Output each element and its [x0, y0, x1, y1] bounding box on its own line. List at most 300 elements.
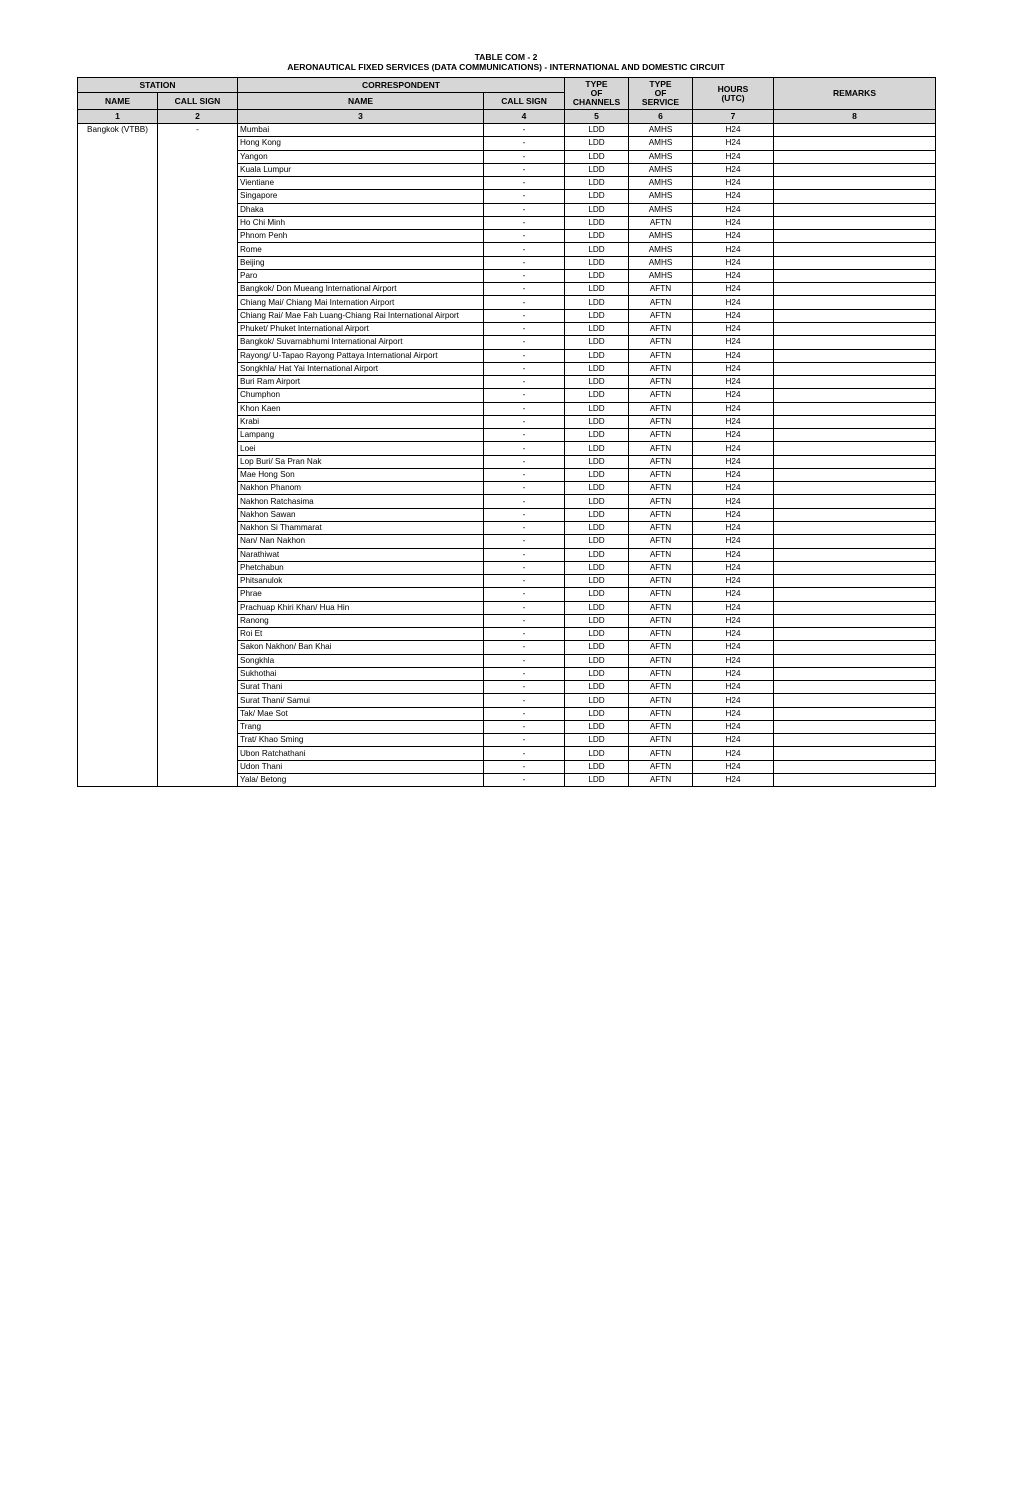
- correspondent-name: Sakon Nakhon/ Ban Khai: [238, 641, 484, 654]
- correspondent-name: Chumphon: [238, 389, 484, 402]
- correspondent-name: Dhaka: [238, 203, 484, 216]
- column-number: 6: [629, 110, 693, 124]
- correspondent-call-sign: -: [484, 535, 565, 548]
- remarks: [774, 415, 936, 428]
- header-correspondent-call-sign: CALL SIGN: [484, 93, 565, 110]
- correspondent-name: Chiang Mai/ Chiang Mai Internation Airport: [238, 296, 484, 309]
- correspondent-call-sign: -: [484, 628, 565, 641]
- type-of-channels: LDD: [565, 694, 629, 707]
- correspondent-call-sign: -: [484, 177, 565, 190]
- correspondent-call-sign: -: [484, 508, 565, 521]
- correspondent-name: Ranong: [238, 614, 484, 627]
- remarks: [774, 654, 936, 667]
- remarks: [774, 230, 936, 243]
- correspondent-name: Singapore: [238, 190, 484, 203]
- correspondent-name: Bangkok/ Don Mueang International Airport: [238, 283, 484, 296]
- column-number: 7: [693, 110, 774, 124]
- remarks: [774, 376, 936, 389]
- remarks: [774, 296, 936, 309]
- hours-utc: H24: [693, 376, 774, 389]
- remarks: [774, 243, 936, 256]
- remarks: [774, 774, 936, 787]
- correspondent-call-sign: -: [484, 760, 565, 773]
- column-number: 4: [484, 110, 565, 124]
- hours-utc: H24: [693, 322, 774, 335]
- correspondent-call-sign: -: [484, 601, 565, 614]
- type-of-service: AMHS: [629, 177, 693, 190]
- correspondent-call-sign: -: [484, 681, 565, 694]
- correspondent-name: Ho Chi Minh: [238, 216, 484, 229]
- hours-utc: H24: [693, 667, 774, 680]
- correspondent-name: Nakhon Ratchasima: [238, 495, 484, 508]
- type-of-channels: LDD: [565, 575, 629, 588]
- type-of-service: AFTN: [629, 376, 693, 389]
- hours-utc: H24: [693, 243, 774, 256]
- hours-utc: H24: [693, 163, 774, 176]
- type-of-channels: LDD: [565, 455, 629, 468]
- remarks: [774, 601, 936, 614]
- correspondent-name: Khon Kaen: [238, 402, 484, 415]
- station-name: Bangkok (VTBB): [78, 124, 158, 787]
- correspondent-name: Sukhothai: [238, 667, 484, 680]
- correspondent-name: Lampang: [238, 429, 484, 442]
- correspondent-call-sign: -: [484, 548, 565, 561]
- header-remarks: REMARKS: [774, 78, 936, 110]
- type-of-channels: LDD: [565, 150, 629, 163]
- remarks: [774, 309, 936, 322]
- type-of-service: AFTN: [629, 614, 693, 627]
- hours-utc: H24: [693, 468, 774, 481]
- hours-utc: H24: [693, 734, 774, 747]
- hours-utc: H24: [693, 774, 774, 787]
- correspondent-name: Roi Et: [238, 628, 484, 641]
- correspondent-call-sign: -: [484, 349, 565, 362]
- type-of-channels: LDD: [565, 521, 629, 534]
- remarks: [774, 747, 936, 760]
- type-of-service: AMHS: [629, 230, 693, 243]
- correspondent-call-sign: -: [484, 216, 565, 229]
- correspondent-name: Vientiane: [238, 177, 484, 190]
- correspondent-call-sign: -: [484, 707, 565, 720]
- type-of-service: AFTN: [629, 654, 693, 667]
- table-number: TABLE COM - 2: [474, 52, 538, 62]
- type-of-channels: LDD: [565, 256, 629, 269]
- remarks: [774, 322, 936, 335]
- hours-utc: H24: [693, 309, 774, 322]
- hours-utc: H24: [693, 495, 774, 508]
- correspondent-call-sign: -: [484, 402, 565, 415]
- type-of-channels: LDD: [565, 163, 629, 176]
- hours-utc: H24: [693, 641, 774, 654]
- correspondent-call-sign: -: [484, 561, 565, 574]
- type-of-service: AFTN: [629, 561, 693, 574]
- type-of-service: AFTN: [629, 747, 693, 760]
- hours-utc: H24: [693, 614, 774, 627]
- remarks: [774, 482, 936, 495]
- type-of-channels: LDD: [565, 216, 629, 229]
- correspondent-call-sign: -: [484, 720, 565, 733]
- type-of-service: AFTN: [629, 495, 693, 508]
- remarks: [774, 734, 936, 747]
- correspondent-call-sign: -: [484, 283, 565, 296]
- hours-utc: H24: [693, 654, 774, 667]
- type-of-service: AFTN: [629, 402, 693, 415]
- correspondent-name: Songkhla: [238, 654, 484, 667]
- type-of-channels: LDD: [565, 628, 629, 641]
- type-of-service: AFTN: [629, 628, 693, 641]
- remarks: [774, 628, 936, 641]
- hours-utc: H24: [693, 561, 774, 574]
- type-of-channels: LDD: [565, 269, 629, 282]
- hours-utc: H24: [693, 482, 774, 495]
- type-of-channels: LDD: [565, 495, 629, 508]
- remarks: [774, 190, 936, 203]
- type-of-channels: LDD: [565, 707, 629, 720]
- correspondent-call-sign: -: [484, 296, 565, 309]
- correspondent-call-sign: -: [484, 137, 565, 150]
- type-of-channels: LDD: [565, 468, 629, 481]
- hours-utc: H24: [693, 389, 774, 402]
- remarks: [774, 442, 936, 455]
- type-of-service: AMHS: [629, 203, 693, 216]
- type-of-channels: LDD: [565, 243, 629, 256]
- remarks: [774, 561, 936, 574]
- type-of-channels: LDD: [565, 720, 629, 733]
- remarks: [774, 150, 936, 163]
- correspondent-call-sign: -: [484, 694, 565, 707]
- station-call-sign: -: [158, 124, 238, 787]
- correspondent-call-sign: -: [484, 442, 565, 455]
- remarks: [774, 256, 936, 269]
- type-of-service: AFTN: [629, 442, 693, 455]
- correspondent-name: Paro: [238, 269, 484, 282]
- type-of-service: AMHS: [629, 190, 693, 203]
- remarks: [774, 535, 936, 548]
- remarks: [774, 216, 936, 229]
- correspondent-name: Lop Buri/ Sa Pran Nak: [238, 455, 484, 468]
- correspondent-name: Ubon Ratchathani: [238, 747, 484, 760]
- correspondent-name: Rayong/ U-Tapao Rayong Pattaya International Airport: [238, 349, 484, 362]
- type-of-channels: LDD: [565, 190, 629, 203]
- correspondent-name: Nakhon Sawan: [238, 508, 484, 521]
- remarks: [774, 203, 936, 216]
- hours-utc: H24: [693, 707, 774, 720]
- remarks: [774, 429, 936, 442]
- remarks: [774, 720, 936, 733]
- correspondent-call-sign: -: [484, 521, 565, 534]
- correspondent-call-sign: -: [484, 336, 565, 349]
- type-of-service: AMHS: [629, 150, 693, 163]
- correspondent-call-sign: -: [484, 256, 565, 269]
- type-of-channels: LDD: [565, 336, 629, 349]
- hours-utc: H24: [693, 760, 774, 773]
- correspondent-name: Mumbai: [238, 124, 484, 137]
- correspondent-call-sign: -: [484, 429, 565, 442]
- type-of-channels: LDD: [565, 601, 629, 614]
- type-of-channels: LDD: [565, 349, 629, 362]
- hours-utc: H24: [693, 137, 774, 150]
- type-of-channels: LDD: [565, 654, 629, 667]
- header-hours: HOURS (UTC): [693, 78, 774, 110]
- type-of-channels: LDD: [565, 296, 629, 309]
- hours-utc: H24: [693, 190, 774, 203]
- hours-utc: H24: [693, 628, 774, 641]
- hours-utc: H24: [693, 694, 774, 707]
- remarks: [774, 283, 936, 296]
- correspondent-name: Tak/ Mae Sot: [238, 707, 484, 720]
- type-of-service: AFTN: [629, 521, 693, 534]
- type-of-service: AMHS: [629, 256, 693, 269]
- remarks: [774, 575, 936, 588]
- correspondent-call-sign: -: [484, 362, 565, 375]
- type-of-service: AFTN: [629, 667, 693, 680]
- hours-utc: H24: [693, 548, 774, 561]
- remarks: [774, 760, 936, 773]
- hours-utc: H24: [693, 256, 774, 269]
- correspondent-name: Phetchabun: [238, 561, 484, 574]
- hours-utc: H24: [693, 429, 774, 442]
- remarks: [774, 177, 936, 190]
- type-of-service: AFTN: [629, 429, 693, 442]
- correspondent-name: Trang: [238, 720, 484, 733]
- type-of-channels: LDD: [565, 415, 629, 428]
- correspondent-call-sign: -: [484, 482, 565, 495]
- header-correspondent: CORRESPONDENT: [238, 78, 565, 93]
- correspondent-name: Phitsanulok: [238, 575, 484, 588]
- type-of-channels: LDD: [565, 774, 629, 787]
- correspondent-call-sign: -: [484, 150, 565, 163]
- correspondent-name: Trat/ Khao Sming: [238, 734, 484, 747]
- hours-utc: H24: [693, 349, 774, 362]
- com-table: [77, 77, 936, 787]
- header-type-of-service: TYPE OF SERVICE: [629, 78, 693, 110]
- correspondent-name: Buri Ram Airport: [238, 376, 484, 389]
- type-of-service: AFTN: [629, 694, 693, 707]
- type-of-channels: LDD: [565, 760, 629, 773]
- type-of-service: AFTN: [629, 482, 693, 495]
- type-of-service: AMHS: [629, 163, 693, 176]
- type-of-service: AFTN: [629, 760, 693, 773]
- correspondent-name: Krabi: [238, 415, 484, 428]
- column-number: 1: [78, 110, 158, 124]
- hours-utc: H24: [693, 124, 774, 137]
- remarks: [774, 468, 936, 481]
- correspondent-name: Rome: [238, 243, 484, 256]
- remarks: [774, 521, 936, 534]
- type-of-channels: LDD: [565, 747, 629, 760]
- correspondent-call-sign: -: [484, 230, 565, 243]
- correspondent-name: Yala/ Betong: [238, 774, 484, 787]
- type-of-service: AFTN: [629, 575, 693, 588]
- hours-utc: H24: [693, 681, 774, 694]
- correspondent-name: Yangon: [238, 150, 484, 163]
- type-of-service: AFTN: [629, 309, 693, 322]
- correspondent-call-sign: -: [484, 667, 565, 680]
- type-of-service: AFTN: [629, 508, 693, 521]
- correspondent-call-sign: -: [484, 415, 565, 428]
- hours-utc: H24: [693, 521, 774, 534]
- correspondent-name: Udon Thani: [238, 760, 484, 773]
- type-of-channels: LDD: [565, 309, 629, 322]
- hours-utc: H24: [693, 455, 774, 468]
- remarks: [774, 667, 936, 680]
- correspondent-name: Prachuap Khiri Khan/ Hua Hin: [238, 601, 484, 614]
- type-of-service: AFTN: [629, 283, 693, 296]
- type-of-channels: LDD: [565, 641, 629, 654]
- type-of-channels: LDD: [565, 667, 629, 680]
- type-of-service: AFTN: [629, 681, 693, 694]
- type-of-service: AFTN: [629, 548, 693, 561]
- type-of-service: AFTN: [629, 601, 693, 614]
- remarks: [774, 389, 936, 402]
- type-of-channels: LDD: [565, 681, 629, 694]
- correspondent-name: Hong Kong: [238, 137, 484, 150]
- hours-utc: H24: [693, 747, 774, 760]
- correspondent-name: Phrae: [238, 588, 484, 601]
- hours-utc: H24: [693, 442, 774, 455]
- correspondent-name: Chiang Rai/ Mae Fah Luang-Chiang Rai International Airport: [238, 309, 484, 322]
- type-of-service: AFTN: [629, 720, 693, 733]
- hours-utc: H24: [693, 283, 774, 296]
- header-station: STATION: [78, 78, 238, 93]
- type-of-service: AFTN: [629, 296, 693, 309]
- remarks: [774, 124, 936, 137]
- remarks: [774, 614, 936, 627]
- type-of-channels: LDD: [565, 429, 629, 442]
- type-of-channels: LDD: [565, 124, 629, 137]
- type-of-service: AFTN: [629, 415, 693, 428]
- type-of-channels: LDD: [565, 508, 629, 521]
- remarks: [774, 548, 936, 561]
- correspondent-call-sign: -: [484, 468, 565, 481]
- correspondent-call-sign: -: [484, 774, 565, 787]
- type-of-channels: LDD: [565, 283, 629, 296]
- type-of-channels: LDD: [565, 322, 629, 335]
- type-of-service: AFTN: [629, 468, 693, 481]
- hours-utc: H24: [693, 336, 774, 349]
- column-number: 8: [774, 110, 936, 124]
- type-of-service: AMHS: [629, 124, 693, 137]
- correspondent-call-sign: -: [484, 654, 565, 667]
- correspondent-name: Kuala Lumpur: [238, 163, 484, 176]
- hours-utc: H24: [693, 415, 774, 428]
- type-of-channels: LDD: [565, 734, 629, 747]
- hours-utc: H24: [693, 535, 774, 548]
- remarks: [774, 455, 936, 468]
- correspondent-call-sign: -: [484, 641, 565, 654]
- table-row: [78, 124, 936, 137]
- correspondent-name: Nakhon Si Thammarat: [238, 521, 484, 534]
- remarks: [774, 349, 936, 362]
- type-of-service: AFTN: [629, 322, 693, 335]
- table-body: [78, 124, 936, 787]
- remarks: [774, 269, 936, 282]
- type-of-channels: LDD: [565, 389, 629, 402]
- correspondent-call-sign: -: [484, 309, 565, 322]
- correspondent-call-sign: -: [484, 747, 565, 760]
- hours-utc: H24: [693, 720, 774, 733]
- correspondent-name: Phnom Penh: [238, 230, 484, 243]
- hours-utc: H24: [693, 216, 774, 229]
- hours-utc: H24: [693, 362, 774, 375]
- type-of-channels: LDD: [565, 614, 629, 627]
- type-of-service: AFTN: [629, 216, 693, 229]
- remarks: [774, 495, 936, 508]
- remarks: [774, 641, 936, 654]
- correspondent-call-sign: -: [484, 190, 565, 203]
- type-of-service: AFTN: [629, 349, 693, 362]
- remarks: [774, 137, 936, 150]
- hours-utc: H24: [693, 601, 774, 614]
- correspondent-name: Loei: [238, 442, 484, 455]
- type-of-service: AFTN: [629, 734, 693, 747]
- hours-utc: H24: [693, 296, 774, 309]
- type-of-service: AFTN: [629, 641, 693, 654]
- correspondent-call-sign: -: [484, 734, 565, 747]
- column-number: 2: [158, 110, 238, 124]
- table-title: AERONAUTICAL FIXED SERVICES (DATA COMMUNICATIONS) - INTERNATIONAL AND DOMESTIC CIRCUIT: [287, 62, 725, 72]
- hours-utc: H24: [693, 508, 774, 521]
- table-title-block: [77, 52, 935, 72]
- header-station-name: NAME: [78, 93, 158, 110]
- correspondent-name: Bangkok/ Suvarnabhumi International Airport: [238, 336, 484, 349]
- correspondent-call-sign: -: [484, 269, 565, 282]
- type-of-service: AFTN: [629, 362, 693, 375]
- correspondent-name: Nakhon Phanom: [238, 482, 484, 495]
- type-of-service: AFTN: [629, 455, 693, 468]
- correspondent-call-sign: -: [484, 203, 565, 216]
- correspondent-call-sign: -: [484, 575, 565, 588]
- remarks: [774, 336, 936, 349]
- hours-utc: H24: [693, 150, 774, 163]
- hours-utc: H24: [693, 230, 774, 243]
- hours-utc: H24: [693, 575, 774, 588]
- correspondent-call-sign: -: [484, 455, 565, 468]
- correspondent-name: Nan/ Nan Nakhon: [238, 535, 484, 548]
- correspondent-name: Surat Thani: [238, 681, 484, 694]
- type-of-channels: LDD: [565, 588, 629, 601]
- correspondent-name: Narathiwat: [238, 548, 484, 561]
- column-number: 3: [238, 110, 484, 124]
- type-of-channels: LDD: [565, 561, 629, 574]
- type-of-channels: LDD: [565, 362, 629, 375]
- correspondent-call-sign: -: [484, 389, 565, 402]
- correspondent-call-sign: -: [484, 495, 565, 508]
- hours-utc: H24: [693, 588, 774, 601]
- type-of-channels: LDD: [565, 230, 629, 243]
- type-of-channels: LDD: [565, 177, 629, 190]
- type-of-channels: LDD: [565, 376, 629, 389]
- header-station-call-sign: CALL SIGN: [158, 93, 238, 110]
- type-of-channels: LDD: [565, 535, 629, 548]
- correspondent-call-sign: -: [484, 322, 565, 335]
- hours-utc: H24: [693, 402, 774, 415]
- type-of-channels: LDD: [565, 137, 629, 150]
- remarks: [774, 362, 936, 375]
- type-of-service: AMHS: [629, 269, 693, 282]
- type-of-service: AFTN: [629, 336, 693, 349]
- type-of-service: AMHS: [629, 137, 693, 150]
- correspondent-call-sign: -: [484, 614, 565, 627]
- remarks: [774, 163, 936, 176]
- correspondent-call-sign: -: [484, 588, 565, 601]
- type-of-service: AMHS: [629, 243, 693, 256]
- column-number: 5: [565, 110, 629, 124]
- type-of-service: AFTN: [629, 389, 693, 402]
- header-type-of-channels: TYPE OF CHANNELS: [565, 78, 629, 110]
- type-of-channels: LDD: [565, 203, 629, 216]
- remarks: [774, 707, 936, 720]
